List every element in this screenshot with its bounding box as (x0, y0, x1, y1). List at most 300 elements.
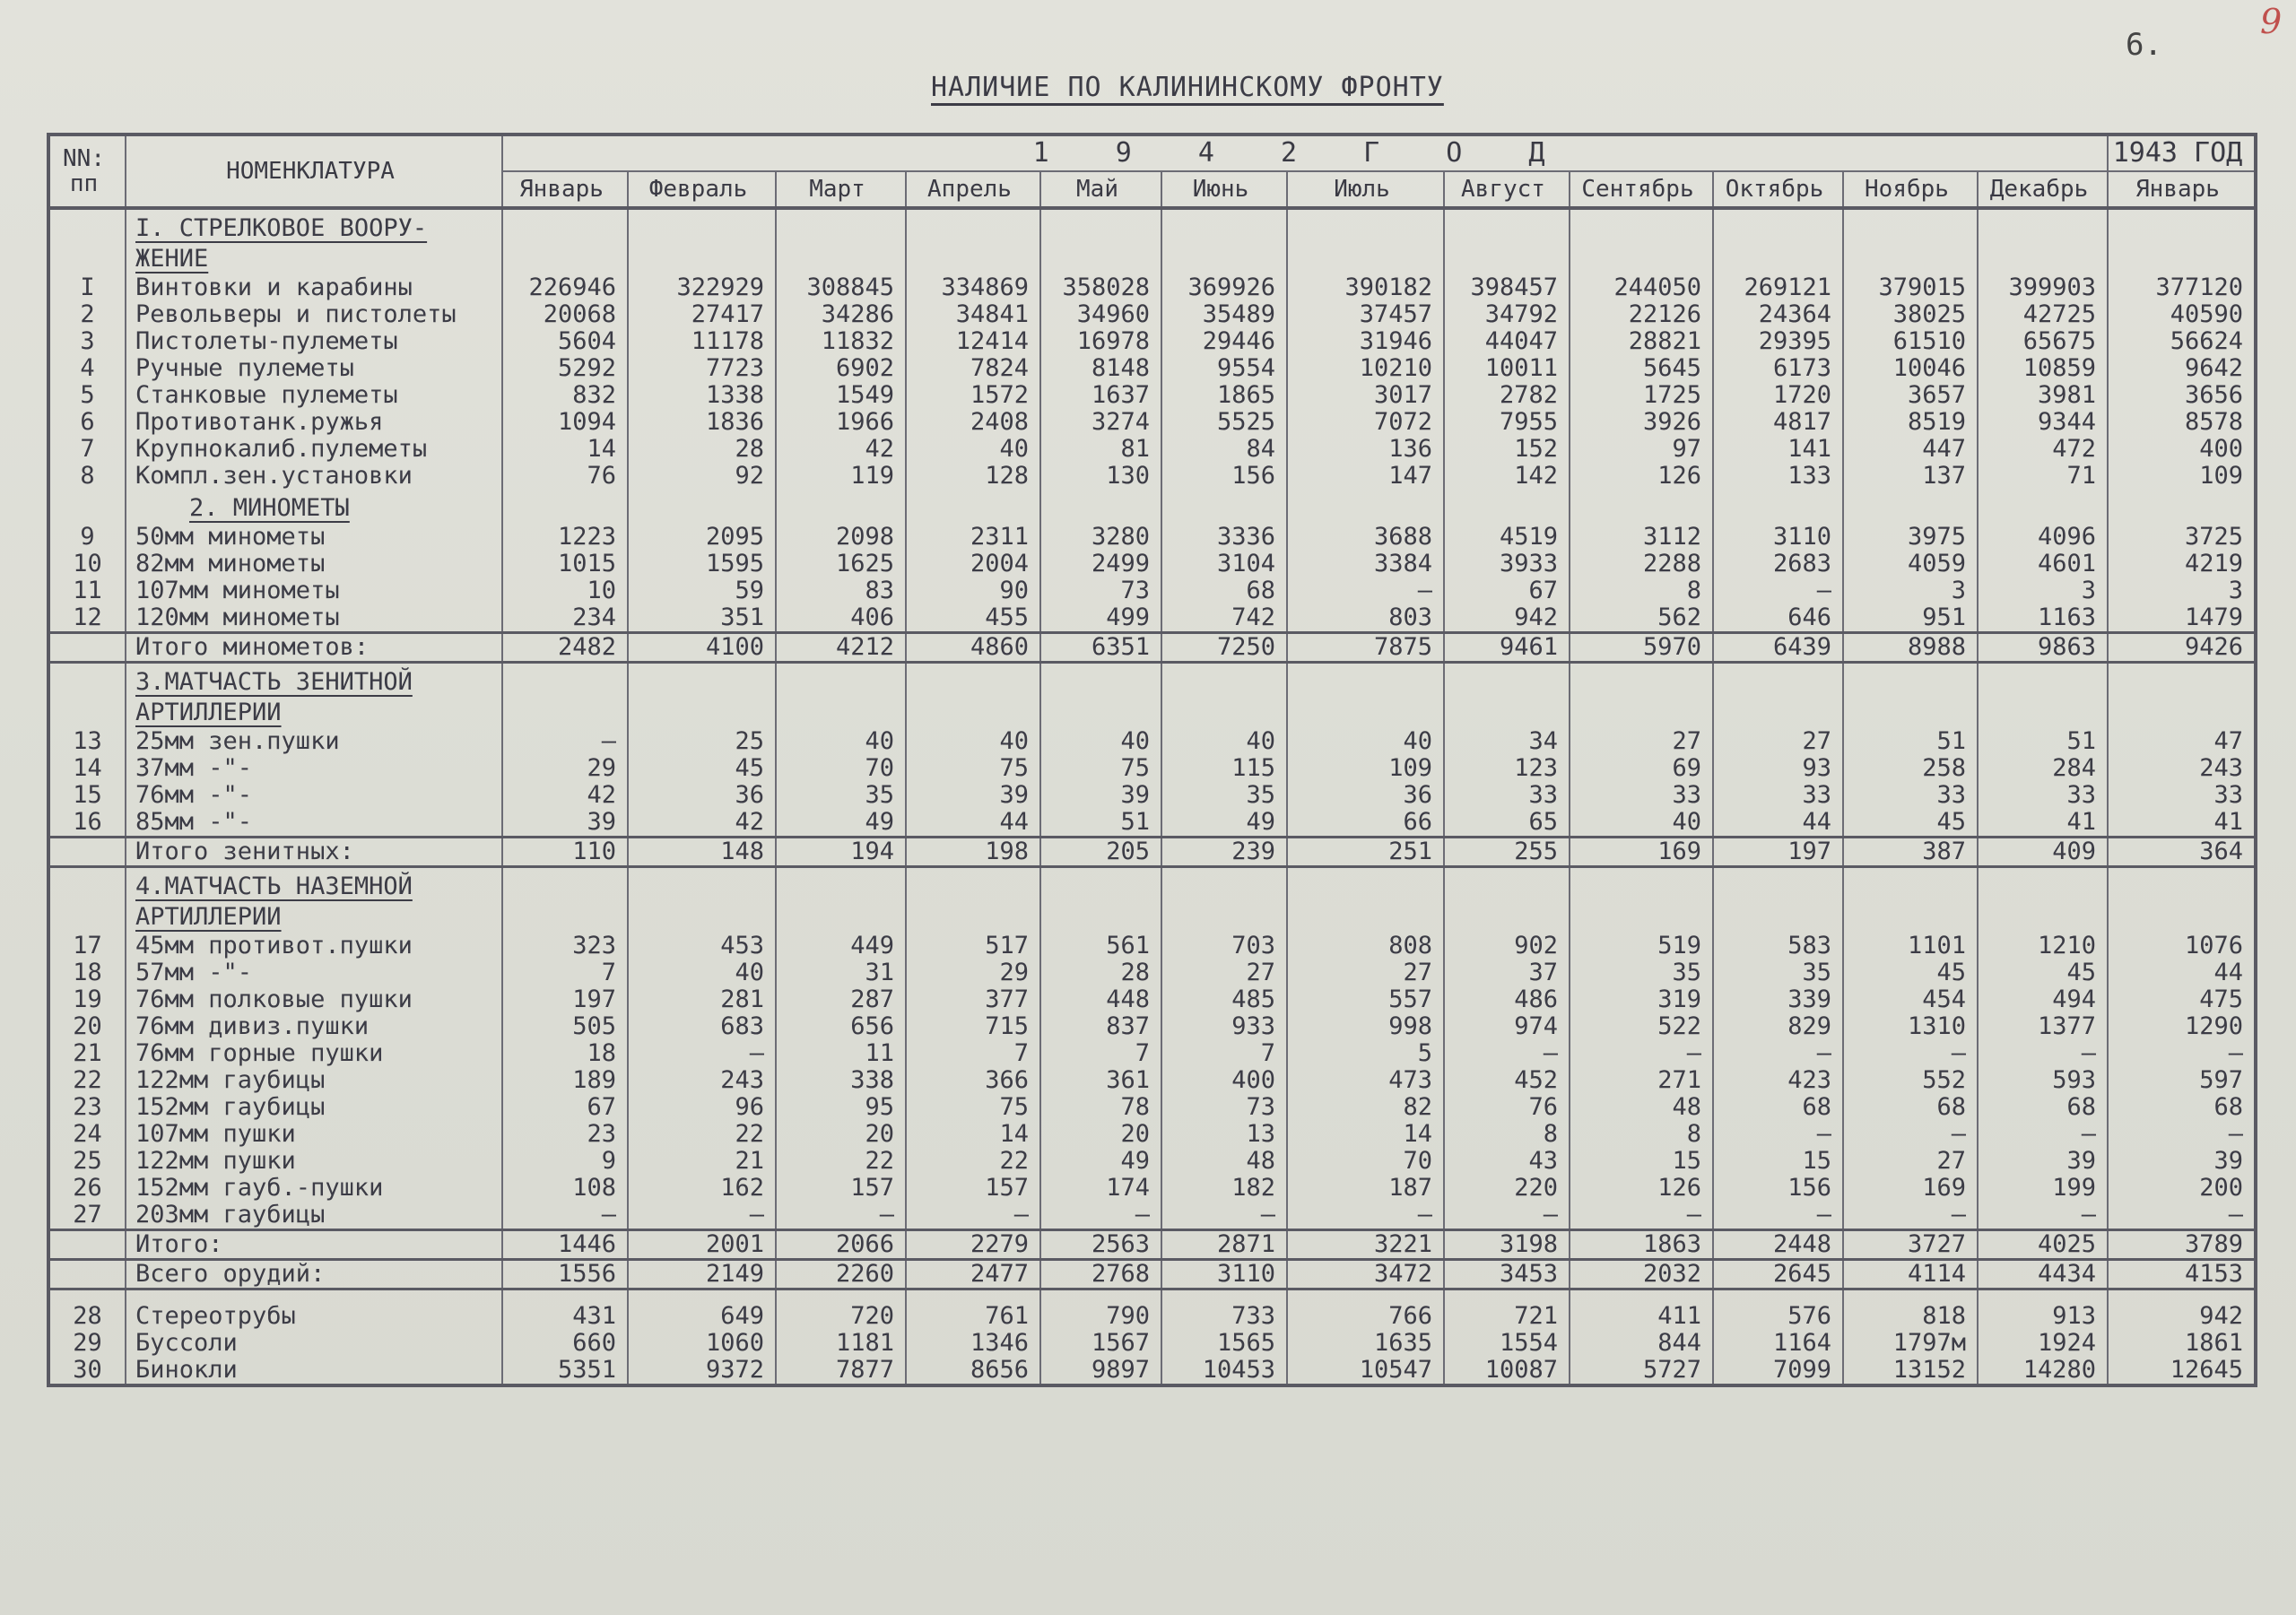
empty-cell (126, 1289, 502, 1304)
header-month: Сентябрь (1570, 171, 1713, 208)
value-cell: 13152 (1843, 1357, 1978, 1385)
value-cell: 9554 (1161, 355, 1287, 382)
row-number: 16 (48, 809, 126, 838)
value-cell: 33 (1713, 782, 1843, 809)
empty-cell (1287, 663, 1444, 729)
value-cell: 44 (2108, 959, 2256, 986)
value-cell: 447 (1843, 436, 1978, 463)
empty-cell (1287, 1289, 1444, 1304)
value-cell: – (1843, 1040, 1978, 1067)
header-month: Февраль (628, 171, 776, 208)
row-number: 27 (48, 1202, 126, 1230)
row-name: 45мм противот.пушки (126, 933, 502, 959)
total-value: 239 (1161, 838, 1287, 867)
value-cell: 406 (776, 604, 906, 633)
value-cell: 1554 (1444, 1330, 1570, 1357)
value-cell: 398457 (1444, 274, 1570, 301)
value-cell: – (1713, 577, 1843, 604)
row-name: 37мм -"- (126, 755, 502, 782)
value-cell: 733 (1161, 1303, 1287, 1330)
empty-cell (48, 1289, 126, 1304)
value-cell: 3 (1843, 577, 1978, 604)
value-cell: 284 (1978, 755, 2108, 782)
empty-cell (1978, 490, 2108, 524)
row-name: 85мм -"- (126, 809, 502, 838)
empty-cell (1040, 1289, 1161, 1304)
value-cell: 14280 (1978, 1357, 2108, 1385)
value-cell: 35 (1713, 959, 1843, 986)
value-cell: 9642 (2108, 355, 2256, 382)
value-cell: 42 (502, 782, 628, 809)
total-row (48, 1260, 2256, 1289)
nn-cell (48, 208, 126, 274)
value-cell: 1565 (1161, 1330, 1287, 1357)
value-cell: 44 (906, 809, 1040, 838)
value-cell: 761 (906, 1303, 1040, 1330)
value-cell: 3017 (1287, 382, 1444, 409)
empty-cell (1161, 1289, 1287, 1304)
value-cell: 803 (1287, 604, 1444, 633)
row-name: Крупнокалиб.пулеметы (126, 436, 502, 463)
value-cell: 933 (1161, 1013, 1287, 1040)
value-cell: 3926 (1570, 409, 1713, 436)
value-cell: 8 (1570, 1121, 1713, 1148)
empty-cell (1843, 867, 1978, 933)
total-value: 2448 (1713, 1230, 1843, 1260)
empty-cell (1040, 867, 1161, 933)
value-cell: 454 (1843, 986, 1978, 1013)
value-cell: 42 (628, 809, 776, 838)
row-name: Станковые пулеметы (126, 382, 502, 409)
value-cell: 646 (1713, 604, 1843, 633)
value-cell: 660 (502, 1330, 628, 1357)
value-cell: 34841 (906, 301, 1040, 328)
empty-cell (502, 867, 628, 933)
value-cell: 942 (1444, 604, 1570, 633)
value-cell: – (1444, 1040, 1570, 1067)
value-cell: 109 (2108, 463, 2256, 490)
value-cell: 8 (1444, 1121, 1570, 1148)
value-cell: 68 (2108, 1094, 2256, 1121)
empty-cell (1843, 208, 1978, 274)
total-row (48, 633, 2256, 663)
value-cell: 152 (1444, 436, 1570, 463)
value-cell: 5292 (502, 355, 628, 382)
value-cell: 119 (776, 463, 906, 490)
value-cell: 27 (1161, 959, 1287, 986)
value-cell: – (1570, 1202, 1713, 1230)
value-cell: 41 (2108, 809, 2256, 838)
value-cell: 4817 (1713, 409, 1843, 436)
value-cell: 10859 (1978, 355, 2108, 382)
value-cell: 1181 (776, 1330, 906, 1357)
value-cell: 3384 (1287, 551, 1444, 577)
row-number: 6 (48, 409, 126, 436)
empty-cell (1570, 490, 1713, 524)
value-cell: 1163 (1978, 604, 2108, 633)
value-cell: – (2108, 1040, 2256, 1067)
value-cell: 7723 (628, 355, 776, 382)
row-name: Винтовки и карабины (126, 274, 502, 301)
header-month: Октябрь (1713, 171, 1843, 208)
value-cell: 287 (776, 986, 906, 1013)
row-name: 152мм гаубицы (126, 1094, 502, 1121)
value-cell: 837 (1040, 1013, 1161, 1040)
value-cell: 1346 (906, 1330, 1040, 1357)
value-cell: 8656 (906, 1357, 1040, 1385)
empty-cell (1287, 208, 1444, 274)
header-month: Ноябрь (1843, 171, 1978, 208)
value-cell: 576 (1713, 1303, 1843, 1330)
value-cell: 5727 (1570, 1357, 1713, 1385)
value-cell: 83 (776, 577, 906, 604)
value-cell: 45 (1843, 809, 1978, 838)
value-cell: 369926 (1161, 274, 1287, 301)
row-number: 21 (48, 1040, 126, 1067)
value-cell: 200 (2108, 1175, 2256, 1202)
row-name: 120мм минометы (126, 604, 502, 633)
value-cell: 766 (1287, 1303, 1444, 1330)
row-number: 4 (48, 355, 126, 382)
total-value: 2482 (502, 633, 628, 663)
table-row (48, 577, 2256, 604)
value-cell: 81 (1040, 436, 1161, 463)
value-cell: 22 (628, 1121, 776, 1148)
value-cell: 1549 (776, 382, 906, 409)
value-cell: – (2108, 1121, 2256, 1148)
value-cell: – (1570, 1040, 1713, 1067)
value-cell: 11178 (628, 328, 776, 355)
value-cell: 25 (628, 728, 776, 755)
total-value: 205 (1040, 838, 1161, 867)
value-cell: 742 (1161, 604, 1287, 633)
value-cell: 40 (1570, 809, 1713, 838)
value-cell: 522 (1570, 1013, 1713, 1040)
header-month: Май (1040, 171, 1161, 208)
row-number: 23 (48, 1094, 126, 1121)
value-cell: 243 (628, 1067, 776, 1094)
total-value: 7250 (1161, 633, 1287, 663)
value-cell: 18 (502, 1040, 628, 1067)
value-cell: 452 (1444, 1067, 1570, 1094)
value-cell: 44 (1713, 809, 1843, 838)
row-name: Буссоли (126, 1330, 502, 1357)
value-cell: 34792 (1444, 301, 1570, 328)
empty-cell (776, 663, 906, 729)
value-cell: 2098 (776, 524, 906, 551)
table-row (48, 463, 2256, 490)
row-name: 82мм минометы (126, 551, 502, 577)
value-cell: 28 (628, 436, 776, 463)
value-cell: 1210 (1978, 933, 2108, 959)
row-name: 122мм пушки (126, 1148, 502, 1175)
value-cell: 156 (1161, 463, 1287, 490)
empty-cell (1713, 867, 1843, 933)
value-cell: 519 (1570, 933, 1713, 959)
value-cell: 832 (502, 382, 628, 409)
section-title: I. СТРЕЛКОВОЕ ВООРУ- ЖЕНИЕ (126, 208, 502, 274)
value-cell: 472 (1978, 436, 2108, 463)
header-nn: NN: пп (48, 135, 126, 208)
total-value: 3198 (1444, 1230, 1570, 1260)
row-number: 24 (48, 1121, 126, 1148)
value-cell: – (628, 1202, 776, 1230)
table-row (48, 524, 2256, 551)
value-cell: 45 (1978, 959, 2108, 986)
header-month: Июнь (1161, 171, 1287, 208)
total-value: 148 (628, 838, 776, 867)
value-cell: 68 (1161, 577, 1287, 604)
value-cell: 6902 (776, 355, 906, 382)
value-cell: 126 (1570, 463, 1713, 490)
value-cell: – (1287, 577, 1444, 604)
value-cell: 38025 (1843, 301, 1978, 328)
value-cell: 1479 (2108, 604, 2256, 633)
value-cell: 92 (628, 463, 776, 490)
row-number: 29 (48, 1330, 126, 1357)
row-number: 17 (48, 933, 126, 959)
value-cell: 48 (1161, 1148, 1287, 1175)
empty-cell (2108, 867, 2256, 933)
total-value: 3789 (2108, 1230, 2256, 1260)
value-cell: 136 (1287, 436, 1444, 463)
empty-cell (776, 208, 906, 274)
value-cell: 351 (628, 604, 776, 633)
value-cell: 141 (1713, 436, 1843, 463)
table-row (48, 1067, 2256, 1094)
value-cell: 1377 (1978, 1013, 2108, 1040)
value-cell: 12645 (2108, 1357, 2256, 1385)
value-cell: – (1444, 1202, 1570, 1230)
value-cell: 683 (628, 1013, 776, 1040)
header-year-1943: 1943 ГОД (2108, 135, 2256, 171)
value-cell: 7877 (776, 1357, 906, 1385)
value-cell: 35 (1161, 782, 1287, 809)
value-cell: 189 (502, 1067, 628, 1094)
value-cell: 68 (1713, 1094, 1843, 1121)
empty-cell (1161, 490, 1287, 524)
value-cell: 390182 (1287, 274, 1444, 301)
table-row (48, 1148, 2256, 1175)
value-cell: 71 (1978, 463, 2108, 490)
value-cell: 10210 (1287, 355, 1444, 382)
value-cell: 11832 (776, 328, 906, 355)
value-cell: 7 (906, 1040, 1040, 1067)
value-cell: 323 (502, 933, 628, 959)
value-cell: 33 (2108, 782, 2256, 809)
value-cell: 10087 (1444, 1357, 1570, 1385)
value-cell: 1836 (628, 409, 776, 436)
empty-cell (1161, 208, 1287, 274)
nn-cell (48, 633, 126, 663)
value-cell: 818 (1843, 1303, 1978, 1330)
value-cell: 656 (776, 1013, 906, 1040)
empty-cell (906, 663, 1040, 729)
value-cell: 137 (1843, 463, 1978, 490)
spacer-row (48, 1289, 2256, 1304)
value-cell: 1966 (776, 409, 906, 436)
row-number: 15 (48, 782, 126, 809)
value-cell: 51 (1040, 809, 1161, 838)
value-cell: 1637 (1040, 382, 1161, 409)
value-cell: 39 (1978, 1148, 2108, 1175)
value-cell: 455 (906, 604, 1040, 633)
value-cell: 70 (1287, 1148, 1444, 1175)
empty-cell (1040, 490, 1161, 524)
value-cell: 7 (502, 959, 628, 986)
value-cell: 157 (776, 1175, 906, 1202)
value-cell: – (1843, 1121, 1978, 1148)
row-name: Пистолеты-пулеметы (126, 328, 502, 355)
value-cell: 1924 (1978, 1330, 2108, 1357)
value-cell: 234 (502, 604, 628, 633)
row-name: Ручные пулеметы (126, 355, 502, 382)
value-cell: 271 (1570, 1067, 1713, 1094)
value-cell: 1164 (1713, 1330, 1843, 1357)
value-cell: 39 (502, 809, 628, 838)
empty-cell (1713, 663, 1843, 729)
value-cell: 808 (1287, 933, 1444, 959)
value-cell: 29 (906, 959, 1040, 986)
value-cell: 123 (1444, 755, 1570, 782)
value-cell: 2095 (628, 524, 776, 551)
value-cell: 486 (1444, 986, 1570, 1013)
row-name: 76мм -"- (126, 782, 502, 809)
value-cell: 33 (1843, 782, 1978, 809)
empty-cell (1040, 208, 1161, 274)
value-cell: 4519 (1444, 524, 1570, 551)
total-value: 1446 (502, 1230, 628, 1260)
empty-cell (906, 867, 1040, 933)
header-month: Январь (2108, 171, 2256, 208)
value-cell: 379015 (1843, 274, 1978, 301)
value-cell: 22 (906, 1148, 1040, 1175)
value-cell: 1635 (1287, 1330, 1444, 1357)
value-cell: 147 (1287, 463, 1444, 490)
value-cell: 339 (1713, 986, 1843, 1013)
value-cell: 562 (1570, 604, 1713, 633)
value-cell: 517 (906, 933, 1040, 959)
value-cell: 48 (1570, 1094, 1713, 1121)
empty-cell (1570, 867, 1713, 933)
value-cell: 3 (2108, 577, 2256, 604)
value-cell: 45 (628, 755, 776, 782)
total-label: Итого зенитных: (126, 838, 502, 867)
value-cell: 2782 (1444, 382, 1570, 409)
value-cell: 27 (1287, 959, 1444, 986)
value-cell: 7955 (1444, 409, 1570, 436)
section-header-row (48, 208, 2256, 274)
value-cell: 226946 (502, 274, 628, 301)
total-label: Всего орудий: (126, 1260, 502, 1289)
table-row (48, 755, 2256, 782)
value-cell: 42 (776, 436, 906, 463)
value-cell: 27417 (628, 301, 776, 328)
value-cell: 721 (1444, 1303, 1570, 1330)
value-cell: 61510 (1843, 328, 1978, 355)
value-cell: 1595 (628, 551, 776, 577)
table-row (48, 782, 2256, 809)
value-cell: 95 (776, 1094, 906, 1121)
value-cell: 557 (1287, 986, 1444, 1013)
row-number: 26 (48, 1175, 126, 1202)
value-cell: 156 (1713, 1175, 1843, 1202)
empty-cell (628, 867, 776, 933)
value-cell: 36 (1287, 782, 1444, 809)
value-cell: 27 (1570, 728, 1713, 755)
value-cell: 3657 (1843, 382, 1978, 409)
value-cell: – (2108, 1202, 2256, 1230)
value-cell: 10547 (1287, 1357, 1444, 1385)
value-cell: 37457 (1287, 301, 1444, 328)
value-cell: 8 (1570, 577, 1713, 604)
row-name: 25мм зен.пушки (126, 728, 502, 755)
header-month: Декабрь (1978, 171, 2108, 208)
empty-cell (1978, 1289, 2108, 1304)
value-cell: 65675 (1978, 328, 2108, 355)
value-cell: 475 (2108, 986, 2256, 1013)
row-number: 14 (48, 755, 126, 782)
row-name: 76мм полковые пушки (126, 986, 502, 1013)
value-cell: 4219 (2108, 551, 2256, 577)
row-number: 25 (48, 1148, 126, 1175)
value-cell: 84 (1161, 436, 1287, 463)
empty-cell (628, 663, 776, 729)
value-cell: 720 (776, 1303, 906, 1330)
page-title: НАЛИЧИЕ ПО КАЛИНИНСКОМУ ФРОНТУ (931, 72, 1444, 103)
value-cell: 33 (1570, 782, 1713, 809)
total-value: 251 (1287, 838, 1444, 867)
empty-cell (1287, 490, 1444, 524)
total-label: Итого: (126, 1230, 502, 1260)
value-cell: 5604 (502, 328, 628, 355)
value-cell: 1572 (906, 382, 1040, 409)
value-cell: 97 (1570, 436, 1713, 463)
value-cell: 29446 (1161, 328, 1287, 355)
value-cell: 269121 (1713, 274, 1843, 301)
value-cell: 597 (2108, 1067, 2256, 1094)
value-cell: 1720 (1713, 382, 1843, 409)
total-value: 8988 (1843, 633, 1978, 663)
empty-cell (1843, 663, 1978, 729)
value-cell: 377 (906, 986, 1040, 1013)
value-cell: 9372 (628, 1357, 776, 1385)
value-cell: 13 (1161, 1121, 1287, 1148)
value-cell: 10453 (1161, 1357, 1287, 1385)
value-cell: 1567 (1040, 1330, 1161, 1357)
value-cell: 1865 (1161, 382, 1287, 409)
value-cell: 552 (1843, 1067, 1978, 1094)
nn-cell (48, 1260, 126, 1289)
header-month: Январь (502, 171, 628, 208)
value-cell: 1060 (628, 1330, 776, 1357)
value-cell: 1015 (502, 551, 628, 577)
table-row (48, 274, 2256, 301)
value-cell: 142 (1444, 463, 1570, 490)
value-cell: 505 (502, 1013, 628, 1040)
value-cell: 43 (1444, 1148, 1570, 1175)
table-row (48, 409, 2256, 436)
value-cell: 583 (1713, 933, 1843, 959)
value-cell: 319 (1570, 986, 1713, 1013)
value-cell: 37 (1444, 959, 1570, 986)
empty-cell (1444, 663, 1570, 729)
value-cell: 49 (1040, 1148, 1161, 1175)
row-name: Бинокли (126, 1357, 502, 1385)
value-cell: 1290 (2108, 1013, 2256, 1040)
value-cell: 423 (1713, 1067, 1843, 1094)
empty-cell (628, 208, 776, 274)
